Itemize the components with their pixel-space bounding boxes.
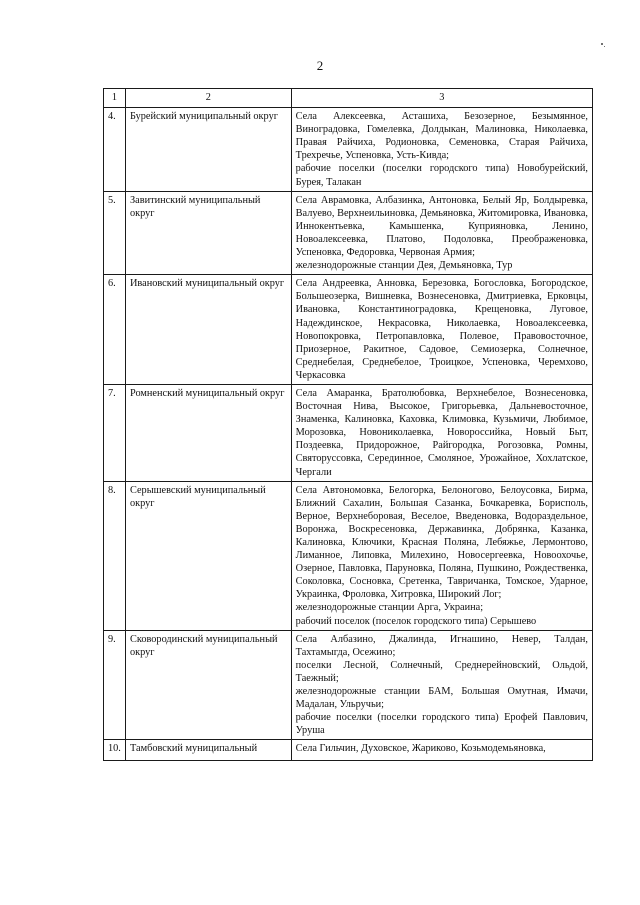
page-number: 2 [316,58,324,73]
row-number: 9. [104,630,126,740]
district-name: Завитинский муниципальный округ [125,191,291,275]
district-name: Тамбовский муниципальный [125,740,291,760]
settlements-cell [291,481,592,630]
row-number: 6. [104,275,126,385]
settlements-group: Села Албазино, Джалинда, Игнашино, Невер, Талдан, Тахтамыгда, Осежино; [295,633,588,658]
settlements-cell [291,630,592,740]
row-number: 5. [104,191,126,275]
settlements-cell [291,275,592,385]
column-header: 3 [291,89,592,108]
row-number: 8. [104,481,126,630]
settlements-group: железнодорожные станции БАМ, Большая Омутная, Имачи, Мадалан, Ульручьи; [295,686,588,711]
settlements-group: железнодорожные станции Арга, Украина; [295,602,484,614]
settlements-cell [291,191,592,275]
table-row [104,191,593,275]
settlements-group: Села Амаранка, Братолюбовка, Верхнебелое, Вознесеновка, Восточная Нива, Высокое, Григорьевка, Дальневосточное, Знаменка, Калиновка, Каховка, Климовка, Кузьмичи, Любимое, Морозовка, Новониколаевка, Новороссийка, Новый Быт, Поздеевка, Придорожное, Райгородка, Рогозовка, Ромны, Святоруссовка, Серединное, Смоляное, Урожайное, Хохлатское, Чергали [295,387,588,478]
settlements-group: рабочие поселки (поселки городского типа) Новобурейский, Бурея, Талакан [295,163,588,188]
district-name: Ивановский муниципальный округ [125,275,291,385]
settlements-group: Села Алексеевка, Асташиха, Безозерное, Безымянное, Виноградовка, Гомелевка, Долдыкан, Малиновка, Николаевка, Правая Райчиха, Родионовка, Семеновка, Старая Райчиха, Трехречье, Успеновка, Усть-Кивда; [295,111,588,162]
settlements-group: Села Аврамовка, Албазинка, Антоновка, Белый Яр, Болдыревка, Валуево, Верхнеильиновка, Демьяновка, Житомировка, Ивановка, Иннокентьевка, Камышенка, Куприяновка, Ленино, Новоалексеевка, Платово, Подоловка, Преображеновка, Успеновка, Федоровка, Червоная Армия; [295,194,588,259]
scan-speck [601,43,603,45]
column-header: 1 [104,89,126,108]
table-row [104,481,593,630]
table-row [104,384,593,481]
district-name: Сковородинский муниципальный округ [125,630,291,740]
column-header: 2 [125,89,291,108]
settlements-group: Села Автономовка, Белогорка, Белоногово, Белоусовка, Бирма, Ближний Сахалин, Большая Сазанка, Бочкаревка, Борисполь, Верное, Верхнеборовая, Веселое, Введеновка, Водораздельное, Воронжа, Воскресеновка, Державинка, Добрянка, Казанка, Калиновка, Ключики, Красная Поляна, Лебяжье, Лермонтово, Лиманное, Липовка, Милехино, Новосергеевка, Новоохочье, Озерное, Павловка, Паруновка, Поляна, Пушкино, Рождественка, Соколовка, Сосновка, Сретенка, Тавричанка, Томское, Ударное, Украинка, Фроловка, Хитровка, Широкий Лог; [295,484,588,601]
table-header-row [104,89,593,108]
table-row [104,740,593,760]
settlements-group: рабочий поселок (поселок городского типа) Серышево [295,615,537,627]
table-row [104,275,593,385]
row-number: 4. [104,108,126,192]
settlements-cell [291,740,592,760]
settlements-group: рабочие поселки (поселки городского типа) Ерофей Павлович, Уруша [295,712,588,737]
district-name: Ромненский муниципальный округ [125,384,291,481]
table-row [104,630,593,740]
row-number: 10. [104,740,126,760]
scan-speck [604,46,605,47]
settlements-group: поселки Лесной, Солнечный, Среднерейновский, Ольдой, Таежный; [295,659,588,684]
municipal-districts-table [103,88,593,761]
district-name: Бурейский муниципальный округ [125,108,291,192]
district-name: Серышевский муниципальный округ [125,481,291,630]
row-number: 7. [104,384,126,481]
settlements-group: Села Гильчин, Духовское, Жариково, Козьмодемьяновка, [295,743,546,755]
settlements-cell [291,108,592,192]
settlements-cell [291,384,592,481]
settlements-group: Села Андреевка, Анновка, Березовка, Богословка, Богородское, Большеозерка, Вишневка, Вознесеновка, Дмитриевка, Ерковцы, Ивановка, Константиноградовка, Крещеновка, Луговое, Надеждинское, Некрасовка, Николаевка, Новоалексеевка, Новопокровка, Петропавловка, Полевое, Правовосточное, Приозерное, Ракитное, Садовое, Семиозерка, Солнечное, Среднебелая, Среднебелое, Троицкое, Успеновка, Черемхово, Черкасовка [295,278,588,381]
table-row [104,108,593,192]
settlements-group: железнодорожные станции Дея, Демьяновка, Тур [295,260,513,272]
